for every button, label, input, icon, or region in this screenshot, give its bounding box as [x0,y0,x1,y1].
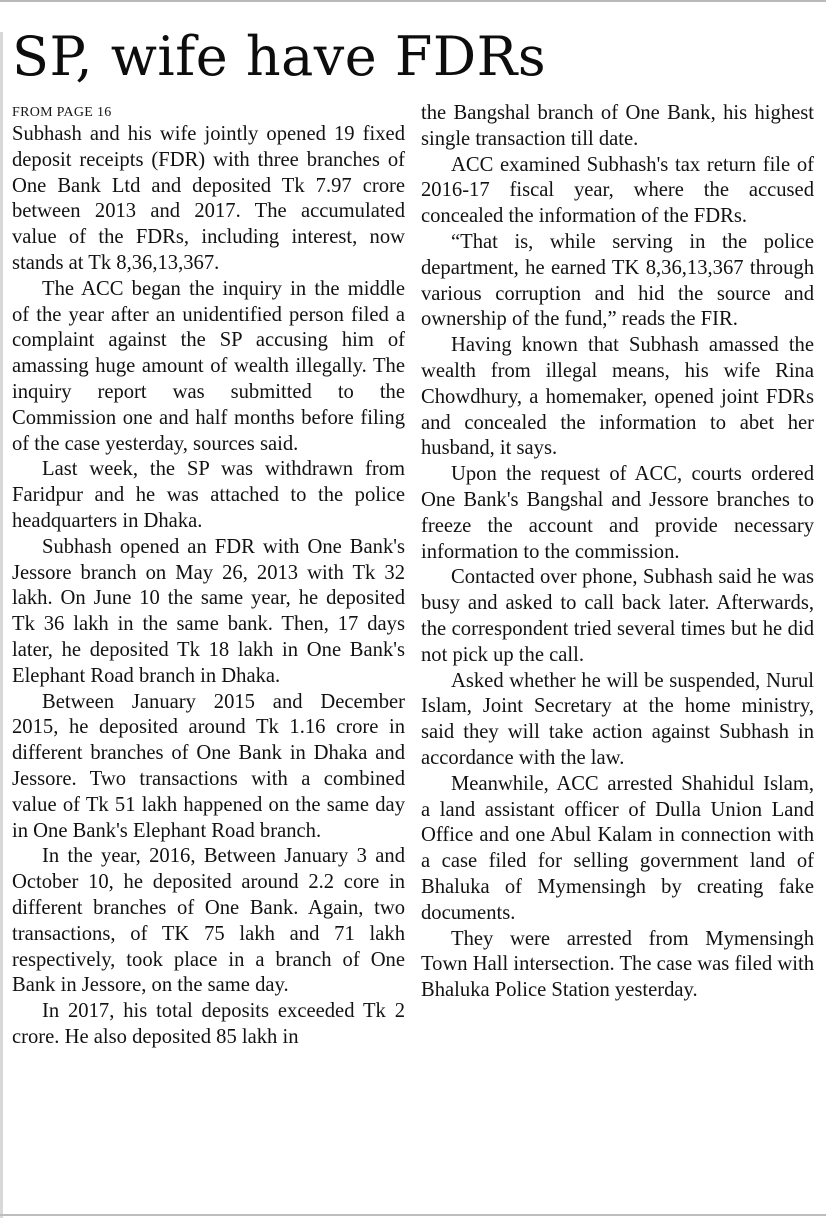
left-column [12,122,405,1051]
paragraph: Last week, the SP was withdrawn from Faridpur and he was attached to the police headquarters in Dhaka. [12,458,405,532]
paragraph: Subhash opened an FDR with One Bank's Jessore branch on May 26, 2013 with Tk 32 lakh. On June 10 the same year, he deposited Tk 36 lakh in the same bank. Then, 17 days later, he deposited Tk 18 lakh in One Bank's Elephant Road branch in Dhaka. [12,535,405,687]
top-rule [0,0,826,2]
paragraph: Having known that Subhash amassed the wealth from illegal means, his wife Rina Chowdhury, a homemaker, opened joint FDRs and concealed the information to abet her husband, it says. [421,334,814,460]
paragraph: Asked whether he will be suspended, Nurul Islam, Joint Secretary at the home ministry, said they will take action against Subhash in accordance with the law. [421,669,814,769]
paragraph: Upon the request of ACC, courts ordered One Bank's Bangshal and Jessore branches to freeze the account and provide necessary information to the commission. [421,463,814,563]
paragraph: Contacted over phone, Subhash said he was busy and asked to call back later. Afterwards, the correspondent tried several times but he did not pick up the call. [421,566,814,666]
paragraph: the Bangshal branch of One Bank, his highest single transaction till date. [421,102,814,150]
left-rule [0,32,3,1218]
paragraph: Subhash and his wife jointly opened 19 fixed deposit receipts (FDR) with three branches of One Bank Ltd and deposited Tk 7.97 crore between 2013 and 2017. The accumulated value of the FDRs, including interest, now stands at Tk 8,36,13,367. [12,123,405,274]
paragraph: In 2017, his total deposits exceeded Tk 2 crore. He also deposited 85 lakh in [12,1000,405,1048]
paragraph: ACC examined Subhash's tax return file of 2016-17 fiscal year, where the accused concealed the information of the FDRs. [421,153,814,228]
headline: SP, wife have FDRs [12,25,547,88]
paragraph: Between January 2015 and December 2015, he deposited around Tk 1.16 crore in different branches of One Bank in Dhaka and Jessore. Two transactions with a combined value of Tk 51 lakh happened on the same day in One Bank's Elephant Road branch. [12,690,405,842]
right-column [421,101,814,1004]
paragraph: In the year, 2016, Between January 3 and October 10, he deposited around 2.2 core in different branches of One Bank. Again, two transactions, of TK 75 lakh and 71 lakh respectively, took place in a branch of One Bank in Jessore, on the same day. [12,845,405,997]
paragraph: They were arrested from Mymensingh Town Hall intersection. The case was filed with Bhaluka Police Station yesterday. [421,927,814,1002]
paragraph: “That is, while serving in the police department, he earned TK 8,36,13,367 through various corruption and hid the source and ownership of the fund,” reads the FIR. [421,230,814,331]
kicker: FROM PAGE 16 [12,105,112,120]
bottom-rule [0,1214,826,1216]
paragraph: Meanwhile, ACC arrested Shahidul Islam, a land assistant officer of Dulla Union Land Office and one Abul Kalam in connection with a case filed for selling government land of Bhaluka of Mymensingh by creating fake documents. [421,772,814,924]
paragraph: The ACC began the inquiry in the middle of the year after an unidentified person filed a complaint against the SP accusing him of amassing huge amount of wealth illegally. The inquiry report was submitted to the Commission one and half months before filing of the case yesterday, sources said. [12,277,405,455]
